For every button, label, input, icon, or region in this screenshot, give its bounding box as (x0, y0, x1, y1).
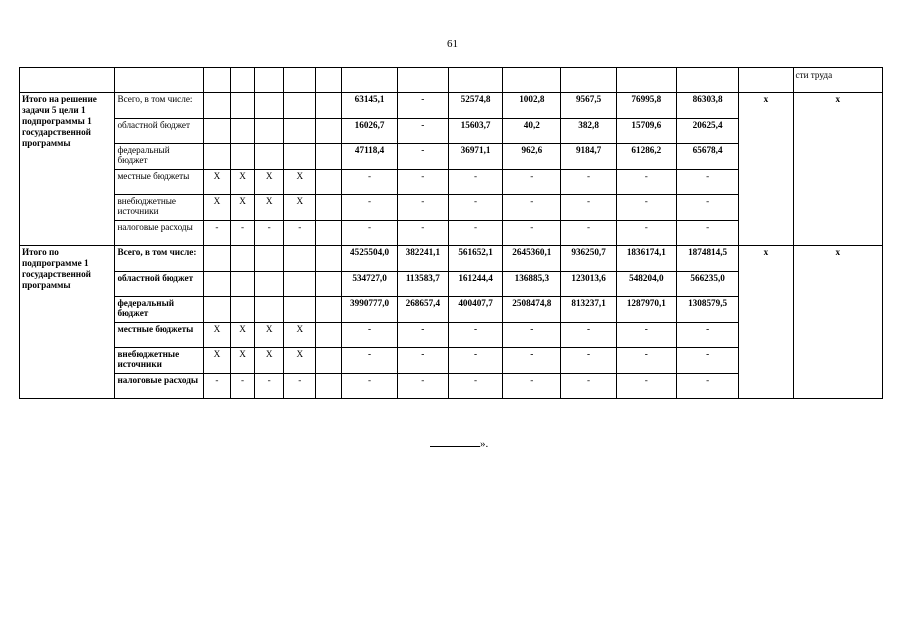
mark-cell (255, 118, 284, 144)
mark-cell (255, 93, 284, 119)
value-cell: - (342, 169, 397, 195)
header-cell (616, 68, 676, 93)
value-cell: 561652,1 (448, 246, 502, 272)
mark-cell (255, 246, 284, 272)
value-cell: 566235,0 (676, 271, 738, 297)
footer-closing-mark: ». (480, 438, 489, 450)
mark-cell (255, 144, 284, 170)
value-cell: - (561, 322, 616, 348)
header-cell (448, 68, 502, 93)
block-title: Итого по подпрограмме 1 государственной программы (20, 246, 115, 399)
empty-cell (316, 169, 342, 195)
value-cell: - (676, 348, 738, 374)
value-cell: 40,2 (503, 118, 561, 144)
source-label: Всего, в том числе: (115, 93, 203, 119)
value-cell: 52574,8 (448, 93, 502, 119)
mark-cell: X (255, 169, 284, 195)
header-cell (284, 68, 316, 93)
value-cell: - (397, 195, 448, 221)
mark-cell: X (203, 169, 230, 195)
value-cell: - (616, 220, 676, 246)
value-cell: - (676, 169, 738, 195)
budget-table (19, 67, 883, 399)
value-cell: - (616, 195, 676, 221)
header-cell (115, 68, 203, 93)
value-cell: 16026,7 (342, 118, 397, 144)
value-cell: 2645360,1 (503, 246, 561, 272)
source-label: внебюджетные источники (115, 348, 203, 374)
header-cell (503, 68, 561, 93)
value-cell: - (448, 195, 502, 221)
value-cell: - (342, 348, 397, 374)
value-cell: 382241,1 (397, 246, 448, 272)
header-cell (203, 68, 230, 93)
mark-cell: X (230, 195, 254, 221)
value-cell: - (503, 348, 561, 374)
value-cell: 9184,7 (561, 144, 616, 170)
header-cell (316, 68, 342, 93)
mark-cell: X (284, 169, 316, 195)
mark-cell (230, 118, 254, 144)
mark-cell: X (255, 348, 284, 374)
mark-cell: X (230, 322, 254, 348)
value-cell: - (448, 220, 502, 246)
value-cell: 813237,1 (561, 297, 616, 323)
value-cell: 1836174,1 (616, 246, 676, 272)
value-cell: 3990777,0 (342, 297, 397, 323)
value-cell: 1287970,1 (616, 297, 676, 323)
header-cell (230, 68, 254, 93)
mark-cell: X (203, 322, 230, 348)
mark-cell: X (203, 348, 230, 374)
mark-cell (230, 144, 254, 170)
header-cell (676, 68, 738, 93)
value-cell: 2508474,8 (503, 297, 561, 323)
value-cell: 36971,1 (448, 144, 502, 170)
empty-cell (316, 246, 342, 272)
value-cell: - (342, 220, 397, 246)
mark-cell: X (230, 169, 254, 195)
value-cell: - (397, 144, 448, 170)
empty-cell (316, 297, 342, 323)
source-label: внебюджетные источники (115, 195, 203, 221)
mark-cell (284, 271, 316, 297)
mark-cell: X (255, 195, 284, 221)
value-cell: 548204,0 (616, 271, 676, 297)
footer-rule (430, 437, 480, 447)
mark-cell (255, 271, 284, 297)
mark-cell (230, 271, 254, 297)
value-cell: 47118,4 (342, 144, 397, 170)
tail-cell: x (739, 93, 793, 246)
value-cell: - (397, 169, 448, 195)
empty-cell (316, 348, 342, 374)
value-cell: 400407,7 (448, 297, 502, 323)
value-cell: - (397, 220, 448, 246)
mark-cell (203, 297, 230, 323)
value-cell: 962,6 (503, 144, 561, 170)
tail-cell: x (793, 93, 883, 246)
mark-cell: X (230, 348, 254, 374)
value-cell: 161244,4 (448, 271, 502, 297)
mark-cell (203, 144, 230, 170)
source-label: налоговые расходы (115, 220, 203, 246)
value-cell: - (397, 118, 448, 144)
value-cell: - (397, 93, 448, 119)
header-cell (397, 68, 448, 93)
mark-cell: - (230, 373, 254, 399)
value-cell: - (561, 169, 616, 195)
mark-cell (230, 93, 254, 119)
header-cell (561, 68, 616, 93)
value-cell: - (503, 220, 561, 246)
source-label: областной бюджет (115, 271, 203, 297)
mark-cell: - (203, 220, 230, 246)
tail-cell: x (793, 246, 883, 399)
value-cell: - (616, 322, 676, 348)
value-cell: - (397, 322, 448, 348)
mark-cell: X (284, 195, 316, 221)
value-cell: 1308579,5 (676, 297, 738, 323)
value-cell: - (616, 169, 676, 195)
value-cell: 86303,8 (676, 93, 738, 119)
value-cell: 136885,3 (503, 271, 561, 297)
mark-cell (284, 93, 316, 119)
empty-cell (316, 322, 342, 348)
source-label: Всего, в том числе: (115, 246, 203, 272)
value-cell: 534727,0 (342, 271, 397, 297)
mark-cell: - (230, 220, 254, 246)
value-cell: - (676, 373, 738, 399)
header-row (20, 68, 883, 93)
mark-cell: - (255, 220, 284, 246)
value-cell: - (448, 322, 502, 348)
footer-closing (430, 437, 488, 450)
value-cell: - (342, 195, 397, 221)
value-cell: 9567,5 (561, 93, 616, 119)
value-cell: 61286,2 (616, 144, 676, 170)
mark-cell (203, 118, 230, 144)
mark-cell (230, 246, 254, 272)
header-cell (20, 68, 115, 93)
value-cell: - (397, 373, 448, 399)
table-row (20, 246, 883, 272)
empty-cell (316, 195, 342, 221)
header-cell (739, 68, 793, 93)
mark-cell: X (203, 195, 230, 221)
mark-cell (284, 118, 316, 144)
mark-cell (203, 271, 230, 297)
value-cell: 15709,6 (616, 118, 676, 144)
table-row (20, 93, 883, 119)
value-cell: - (676, 195, 738, 221)
source-label: налоговые расходы (115, 373, 203, 399)
mark-cell (255, 297, 284, 323)
empty-cell (316, 144, 342, 170)
empty-cell (316, 118, 342, 144)
empty-cell (316, 93, 342, 119)
source-label: местные бюджеты (115, 322, 203, 348)
value-cell: - (448, 348, 502, 374)
value-cell: - (342, 373, 397, 399)
mark-cell (203, 93, 230, 119)
value-cell: 113583,7 (397, 271, 448, 297)
value-cell: - (616, 373, 676, 399)
value-cell: - (561, 195, 616, 221)
value-cell: 123013,6 (561, 271, 616, 297)
value-cell: - (676, 220, 738, 246)
value-cell: - (503, 169, 561, 195)
mark-cell: X (284, 348, 316, 374)
page-number: 61 (447, 38, 458, 50)
mark-cell (284, 297, 316, 323)
source-label: федеральный бюджет (115, 144, 203, 170)
empty-cell (316, 373, 342, 399)
value-cell: 1002,8 (503, 93, 561, 119)
value-cell: 76995,8 (616, 93, 676, 119)
header-last-cell: сти труда (793, 68, 883, 93)
value-cell: 15603,7 (448, 118, 502, 144)
value-cell: - (448, 373, 502, 399)
mark-cell: - (203, 373, 230, 399)
value-cell: - (561, 373, 616, 399)
value-cell: - (616, 348, 676, 374)
mark-cell: - (255, 373, 284, 399)
mark-cell (230, 297, 254, 323)
value-cell: - (397, 348, 448, 374)
mark-cell (284, 246, 316, 272)
header-cell (342, 68, 397, 93)
value-cell: - (503, 373, 561, 399)
mark-cell: X (255, 322, 284, 348)
tail-cell: x (739, 246, 793, 399)
value-cell: - (448, 169, 502, 195)
value-cell: 65678,4 (676, 144, 738, 170)
value-cell: 4525504,0 (342, 246, 397, 272)
value-cell: - (503, 195, 561, 221)
value-cell: 63145,1 (342, 93, 397, 119)
value-cell: 20625,4 (676, 118, 738, 144)
value-cell: 1874814,5 (676, 246, 738, 272)
block-title: Итого на решение задачи 5 цели 1 подпрограммы 1 государственной программы (20, 93, 115, 246)
value-cell: - (342, 322, 397, 348)
mark-cell: - (284, 373, 316, 399)
mark-cell: X (284, 322, 316, 348)
value-cell: - (561, 220, 616, 246)
value-cell: - (676, 322, 738, 348)
mark-cell (284, 144, 316, 170)
mark-cell: - (284, 220, 316, 246)
value-cell: 936250,7 (561, 246, 616, 272)
empty-cell (316, 271, 342, 297)
empty-cell (316, 220, 342, 246)
source-label: федеральный бюджет (115, 297, 203, 323)
mark-cell (203, 246, 230, 272)
header-cell (255, 68, 284, 93)
value-cell: 382,8 (561, 118, 616, 144)
value-cell: 268657,4 (397, 297, 448, 323)
value-cell: - (561, 348, 616, 374)
source-label: местные бюджеты (115, 169, 203, 195)
value-cell: - (503, 322, 561, 348)
source-label: областной бюджет (115, 118, 203, 144)
